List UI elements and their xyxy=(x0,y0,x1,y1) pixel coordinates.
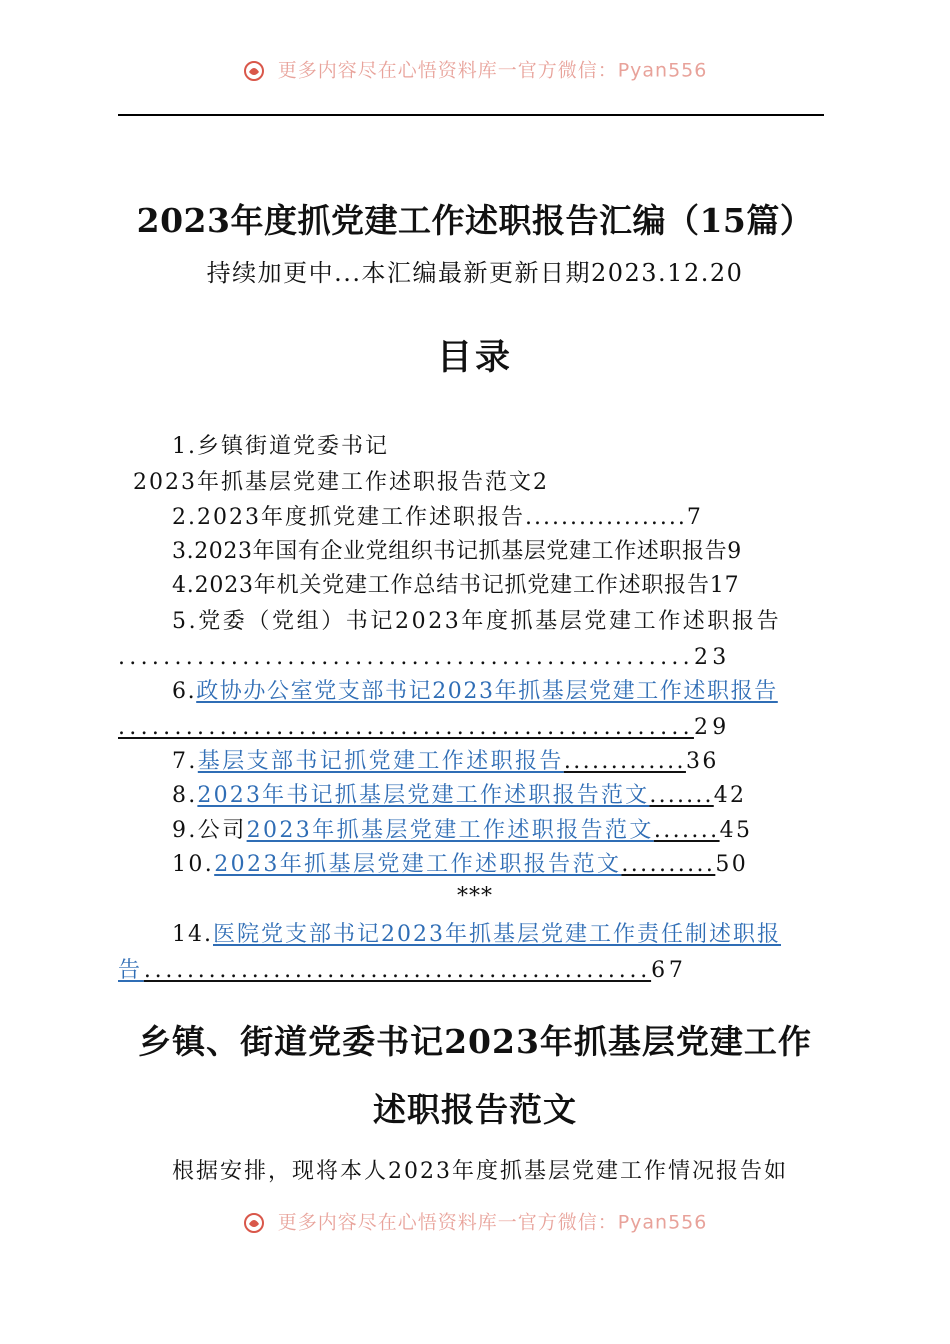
toc-item-number: 4. xyxy=(172,573,195,598)
document-subtitle: 持续加更中...本汇编最新更新日期2023.12.20 xyxy=(206,259,744,287)
toc-item-5-leader[interactable] xyxy=(118,643,731,673)
toc-item-page: 42 xyxy=(713,783,747,808)
toc-item-page: 23 xyxy=(693,645,731,670)
section-first-paragraph: 根据安排，现将本人2023年度抓基层党建工作情况报告如 xyxy=(172,1159,788,1184)
toc-item-title: 2023年度抓党建工作述职报告 xyxy=(197,505,525,530)
toc-item-title-continued: 2023年抓基层党建工作述职报告范文 xyxy=(133,470,533,495)
toc-item-4[interactable] xyxy=(172,571,739,601)
document-title: 2023年度抓党建工作述职报告汇编（15篇） xyxy=(136,201,814,240)
toc-item-page: 50 xyxy=(715,852,749,877)
toc-item-dots: .......... xyxy=(621,852,716,877)
toc-item-prefix: 公司 xyxy=(197,818,247,843)
watermark-text: 更多内容尽在心悟资料库一官方微信：Pyan556 xyxy=(277,1211,708,1234)
toc-item-title: 党委（党组）书记2023年度抓基层党建工作述职报告 xyxy=(198,609,782,634)
toc-item-number: 6. xyxy=(172,679,197,704)
section-heading-line-2: 述职报告范文 xyxy=(373,1090,577,1129)
toc-item-page: 17 xyxy=(709,573,740,598)
toc-item-5[interactable] xyxy=(172,607,781,637)
toc-item-page: 45 xyxy=(719,818,753,843)
toc-item-number: 10. xyxy=(172,852,215,877)
toc-item-title-link[interactable]: 医院党支部书记2023年抓基层党建工作责任制述职报 xyxy=(213,922,781,947)
toc-item-page: 29 xyxy=(693,715,731,740)
toc-item-page: 7 xyxy=(686,505,703,530)
toc-item-1-continued[interactable] xyxy=(133,468,549,498)
toc-item-page: 9 xyxy=(727,539,742,564)
toc-item-dots: ............................................... xyxy=(143,958,652,983)
toc-item-title-link[interactable]: 政协办公室党支部书记2023年抓基层党建工作述职报告 xyxy=(196,679,778,704)
toc-item-3[interactable] xyxy=(172,537,742,567)
toc-item-6-leader[interactable] xyxy=(118,713,731,743)
logo-icon xyxy=(243,1212,265,1234)
header-watermark xyxy=(0,58,950,82)
footer-watermark xyxy=(0,1210,950,1234)
toc-item-number: 14. xyxy=(172,922,213,947)
toc-item-title-link[interactable]: 2023年抓基层党建工作述职报告范文 xyxy=(214,852,622,877)
toc-item-title-link-continued[interactable]: 告 xyxy=(118,958,144,983)
toc-item-14-leader[interactable] xyxy=(118,956,687,986)
section-heading-line-1: 乡镇、街道党委书记2023年抓基层党建工作 xyxy=(138,1022,812,1061)
toc-item-dots: ............. xyxy=(563,749,686,774)
toc-item-title-link[interactable]: 2023年抓基层党建工作述职报告范文 xyxy=(246,818,654,843)
toc-item-10[interactable] xyxy=(172,850,748,880)
toc-item-number: 5. xyxy=(172,609,199,634)
toc-item-14[interactable] xyxy=(172,920,781,950)
toc-item-7[interactable] xyxy=(172,747,719,777)
toc-item-page: 67 xyxy=(651,958,687,983)
toc-item-dots: ................................................... xyxy=(118,645,694,670)
toc-item-8[interactable] xyxy=(172,781,746,811)
toc-item-6[interactable] xyxy=(172,677,778,707)
toc-item-page: 2 xyxy=(533,470,549,495)
toc-item-dots: ....... xyxy=(653,818,720,843)
toc-item-number: 7. xyxy=(172,749,198,774)
toc-item-title: 乡镇街道党委书记 xyxy=(197,434,390,459)
toc-item-dots: ................................................... xyxy=(118,715,694,740)
toc-item-title: 2023年机关党建工作总结书记抓党建工作述职报告 xyxy=(194,573,710,598)
toc-item-number: 2. xyxy=(172,505,197,530)
toc-item-9[interactable] xyxy=(172,816,752,846)
header-rule xyxy=(118,114,824,116)
toc-separator: *** xyxy=(457,884,493,909)
toc-item-page: 36 xyxy=(685,749,719,774)
toc-item-number: 3. xyxy=(172,539,195,564)
toc-heading: 目录 xyxy=(436,337,513,378)
watermark-text: 更多内容尽在心悟资料库一官方微信：Pyan556 xyxy=(277,59,708,82)
toc-item-number: 8. xyxy=(172,783,198,808)
toc-item-title-link[interactable]: 基层支部书记抓党建工作述职报告 xyxy=(197,749,564,774)
toc-item-dots: .................. xyxy=(525,505,687,530)
logo-icon xyxy=(243,60,265,82)
toc-item-2[interactable] xyxy=(172,503,703,533)
toc-item-number: 9. xyxy=(172,818,198,843)
toc-item-number: 1. xyxy=(172,434,197,459)
toc-item-title-link[interactable]: 2023年书记抓基层党建工作述职报告范文 xyxy=(197,783,650,808)
toc-item-title: 2023年国有企业党组织书记抓基层党建工作述职报告 xyxy=(194,539,728,564)
toc-item-1[interactable] xyxy=(172,432,389,462)
toc-item-dots: ....... xyxy=(649,783,714,808)
